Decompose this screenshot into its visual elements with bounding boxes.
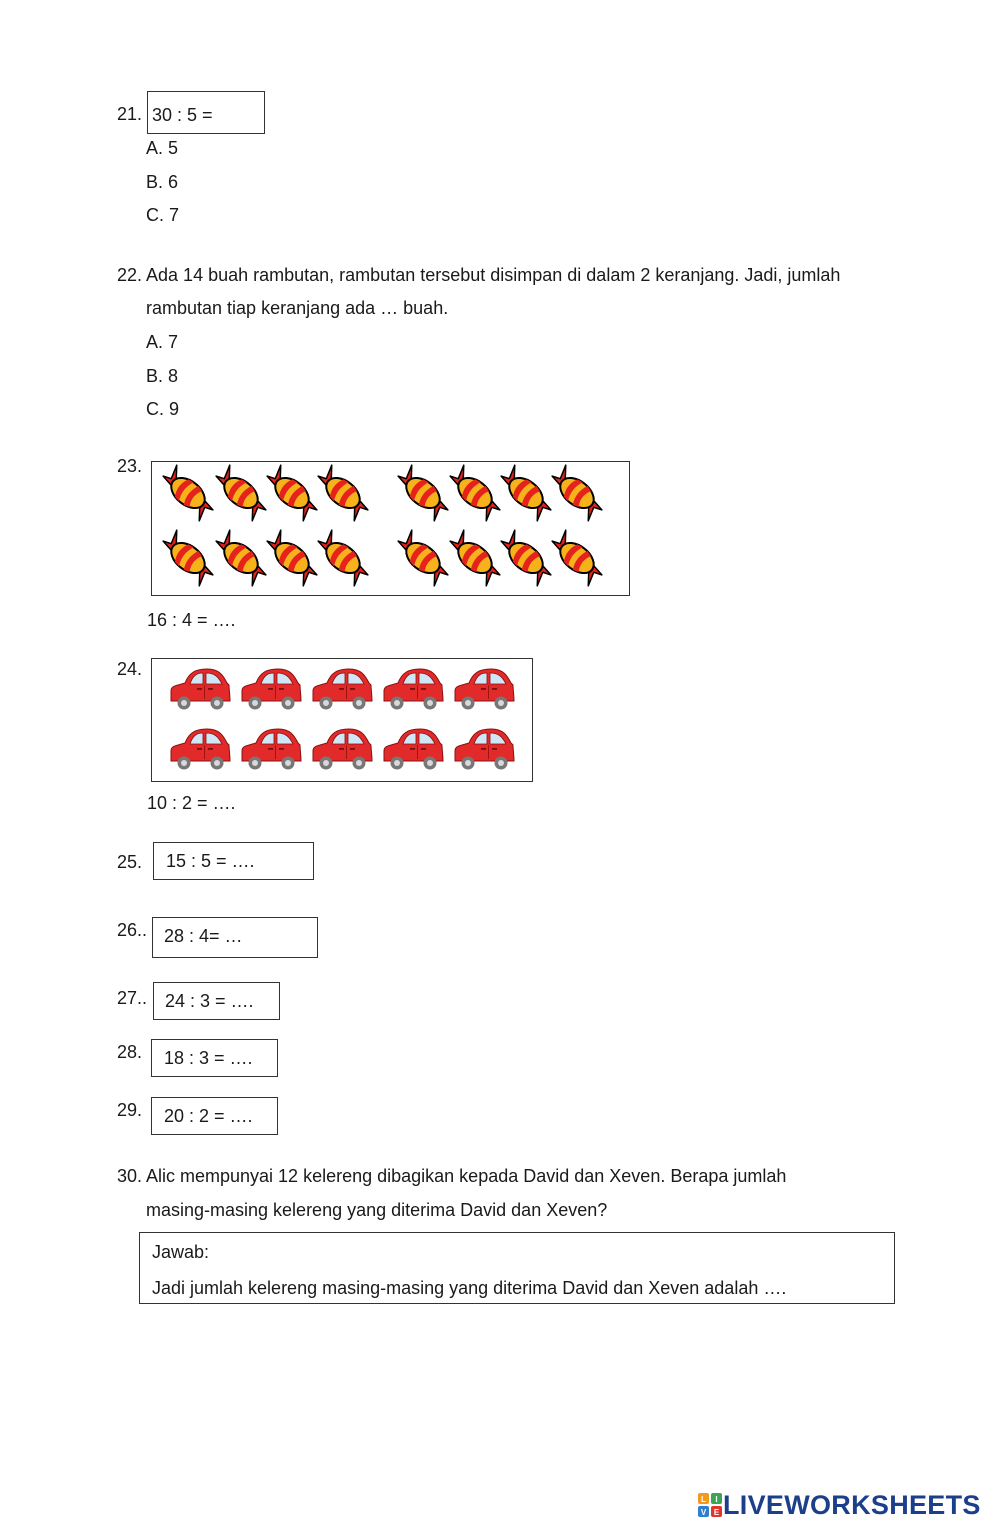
candy-icon bbox=[544, 528, 610, 589]
q21-option-a[interactable]: A. 5 bbox=[146, 138, 179, 158]
q26-expression-box bbox=[152, 917, 318, 958]
candy-icon bbox=[310, 463, 376, 524]
candy-icon bbox=[390, 528, 456, 589]
q21-number: 21. bbox=[117, 104, 143, 124]
candy-icon bbox=[442, 528, 508, 589]
candy-icon bbox=[390, 463, 456, 524]
car-icon bbox=[313, 669, 372, 710]
candy-icon bbox=[493, 528, 559, 589]
q29-number: 29. bbox=[117, 1100, 143, 1120]
svg-text:E: E bbox=[713, 1508, 720, 1517]
q24-car-svg bbox=[152, 659, 532, 781]
q21-expression-box bbox=[147, 91, 265, 134]
svg-text:I: I bbox=[715, 1495, 718, 1504]
q30-text-line1: Alic mempunyai 12 kelereng dibagikan kepada David dan Xeven. Berapa jumlah bbox=[146, 1166, 787, 1186]
q28-expression: 18 : 3 = …. bbox=[164, 1048, 253, 1068]
q30-text-line2: masing-masing kelereng yang diterima David dan Xeven? bbox=[146, 1200, 608, 1220]
q28-expression-box bbox=[151, 1039, 278, 1077]
q25-expression-box bbox=[153, 842, 314, 880]
q30-answer-label: Jawab: bbox=[152, 1242, 210, 1262]
q21-option-c[interactable]: C. 7 bbox=[146, 205, 180, 225]
q23-expression: 16 : 4 = …. bbox=[147, 610, 236, 630]
q30-number: 30. bbox=[117, 1166, 143, 1186]
q21-expression: 30 : 5 = bbox=[152, 105, 213, 125]
q22-option-a[interactable]: A. 7 bbox=[146, 332, 179, 352]
q25-number: 25. bbox=[117, 852, 143, 872]
candy-icon bbox=[442, 463, 508, 524]
q27-expression-box bbox=[153, 982, 280, 1020]
q29-expression: 20 : 2 = …. bbox=[164, 1106, 253, 1126]
liveworksheets-logo[interactable] bbox=[697, 1488, 981, 1522]
q22-text-line1: 22. Ada 14 buah rambutan, rambutan tersebut disimpan di dalam 2 keranjang. Jadi, jumlah bbox=[117, 265, 841, 285]
q23-number: 23. bbox=[117, 456, 143, 476]
q29-expression-box bbox=[151, 1097, 278, 1135]
q22-text-line2: rambutan tiap keranjang ada … buah. bbox=[146, 298, 449, 318]
car-icon bbox=[313, 729, 372, 770]
candy-icon bbox=[544, 463, 610, 524]
q26-expression: 28 : 4= … bbox=[164, 926, 243, 946]
svg-text:L: L bbox=[701, 1495, 706, 1504]
car-icon bbox=[242, 729, 301, 770]
liveworksheets-logo-icon bbox=[697, 1492, 723, 1518]
car-icon bbox=[171, 729, 230, 770]
q27-number: 27.. bbox=[117, 988, 148, 1008]
q24-number: 24. bbox=[117, 659, 143, 679]
car-icon bbox=[242, 669, 301, 710]
q25-expression: 15 : 5 = …. bbox=[166, 851, 255, 871]
q22-option-b[interactable]: B. 8 bbox=[146, 366, 179, 386]
q30-answer-box[interactable] bbox=[139, 1232, 895, 1304]
q23-candy-picture bbox=[151, 461, 630, 596]
candy-icon bbox=[310, 528, 376, 589]
car-icon bbox=[384, 669, 443, 710]
q27-expression: 24 : 3 = …. bbox=[165, 991, 254, 1011]
logo-text: LIVEWORKSHEETS bbox=[723, 1489, 981, 1520]
q22-option-c[interactable]: C. 9 bbox=[146, 399, 180, 419]
candy-icon bbox=[155, 528, 221, 589]
candy-icon bbox=[208, 528, 274, 589]
car-icon bbox=[455, 669, 514, 710]
q23-candy-svg bbox=[152, 462, 629, 595]
car-icon bbox=[455, 729, 514, 770]
candy-icon bbox=[259, 463, 325, 524]
car-icon bbox=[171, 669, 230, 710]
candy-icon bbox=[155, 463, 221, 524]
candy-icon bbox=[493, 463, 559, 524]
car-icon bbox=[384, 729, 443, 770]
q21-option-b[interactable]: B. 6 bbox=[146, 172, 179, 192]
q30-answer-line: Jadi jumlah kelereng masing-masing yang diterima David dan Xeven adalah …. bbox=[152, 1278, 787, 1298]
candy-icon bbox=[208, 463, 274, 524]
q26-number: 26.. bbox=[117, 920, 148, 940]
q24-car-picture bbox=[151, 658, 533, 782]
q24-expression: 10 : 2 = …. bbox=[147, 793, 236, 813]
svg-text:V: V bbox=[700, 1508, 707, 1517]
candy-icon bbox=[259, 528, 325, 589]
q28-number: 28. bbox=[117, 1042, 143, 1062]
